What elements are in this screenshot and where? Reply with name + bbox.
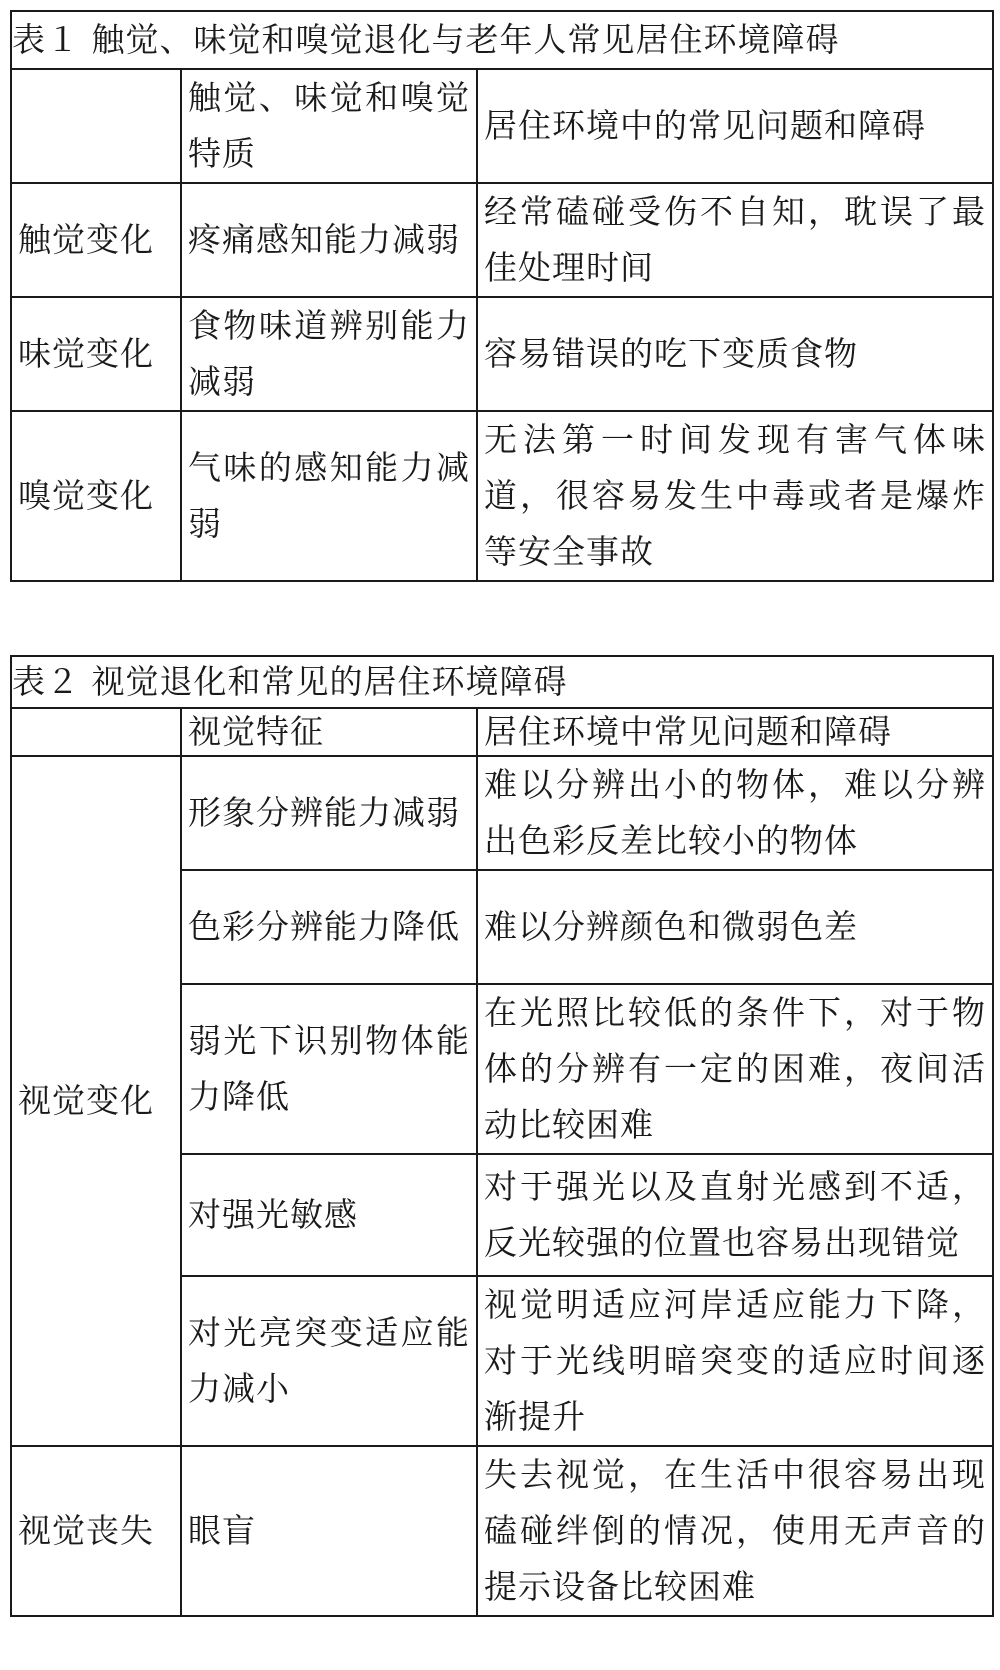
issue-cell: 对于强光以及直射光感到不适，反光较强的位置也容易出现错觉 (477, 1154, 993, 1276)
table-2-header-issue: 居住环境中常见问题和障碍 (477, 708, 993, 756)
trait-cell: 眼盲 (181, 1446, 477, 1616)
category-cell: 触觉变化 (11, 183, 181, 297)
issue-cell: 无法第一时间发现有害气体味道，很容易发生中毒或者是爆炸等安全事故 (477, 411, 993, 581)
trait-cell: 疼痛感知能力减弱 (181, 183, 477, 297)
trait-cell: 食物味道辨别能力减弱 (181, 297, 477, 411)
trait-cell: 色彩分辨能力降低 (181, 870, 477, 984)
table-row (11, 756, 993, 870)
table-1-header-blank (11, 69, 181, 183)
trait-cell: 气味的感知能力减弱 (181, 411, 477, 581)
table-row (11, 297, 993, 411)
table-2-header-trait: 视觉特征 (181, 708, 477, 756)
issue-cell: 难以分辨颜色和微弱色差 (477, 870, 993, 984)
table-1-title: 表１ 触觉、味觉和嗅觉退化与老年人常见居住环境障碍 (11, 11, 993, 69)
issue-cell: 在光照比较低的条件下，对于物体的分辨有一定的困难，夜间活动比较困难 (477, 984, 993, 1154)
table-row (11, 411, 993, 581)
issue-cell: 失去视觉，在生活中很容易出现磕碰绊倒的情况，使用无声音的提示设备比较困难 (477, 1446, 993, 1616)
trait-cell: 弱光下识别物体能力降低 (181, 984, 477, 1154)
issue-cell: 容易错误的吃下变质食物 (477, 297, 993, 411)
trait-cell: 形象分辨能力减弱 (181, 756, 477, 870)
category-cell: 味觉变化 (11, 297, 181, 411)
table-1-header-trait: 触觉、味觉和嗅觉特质 (181, 69, 477, 183)
issue-cell: 经常磕碰受伤不自知，耽误了最佳处理时间 (477, 183, 993, 297)
issue-cell: 难以分辨出小的物体，难以分辨出色彩反差比较小的物体 (477, 756, 993, 870)
category-cell: 视觉丧失 (11, 1446, 181, 1616)
trait-cell: 对光亮突变适应能力减小 (181, 1276, 477, 1446)
table-row (11, 183, 993, 297)
table-1-header-row (11, 69, 993, 183)
table-row (11, 1446, 993, 1616)
table-2 (10, 655, 994, 1617)
category-cell: 嗅觉变化 (11, 411, 181, 581)
table-1-header-issue: 居住环境中的常见问题和障碍 (477, 69, 993, 183)
table-2-title: 表２ 视觉退化和常见的居住环境障碍 (11, 656, 993, 708)
issue-cell: 视觉明适应河岸适应能力下降，对于光线明暗突变的适应时间逐渐提升 (477, 1276, 993, 1446)
table-2-header-row (11, 708, 993, 756)
table-1 (10, 10, 994, 582)
category-cell: 视觉变化 (11, 756, 181, 1446)
table-2-header-blank (11, 708, 181, 756)
trait-cell: 对强光敏感 (181, 1154, 477, 1276)
